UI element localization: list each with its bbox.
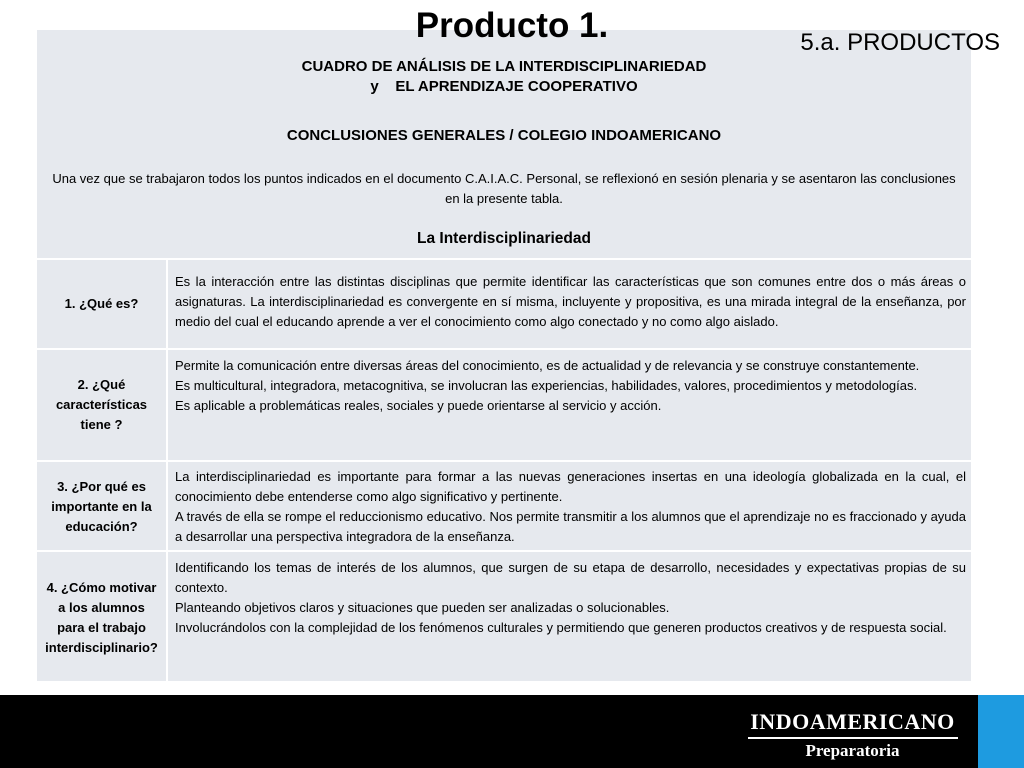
answer-paragraph: Es multicultural, integradora, metacognitiva, se involucran las experiencias, habilidades, valores, procedimientos y metodologías. (175, 378, 918, 393)
table-row (37, 258, 971, 348)
table-row (37, 550, 971, 683)
slide-title: Producto 1. (415, 6, 609, 45)
table-row (37, 348, 971, 460)
answer-cell (175, 462, 966, 547)
footer-accent (978, 695, 1024, 768)
logo-divider (748, 737, 958, 739)
question-cell: 2. ¿Qué características tiene ? (37, 350, 168, 460)
answer-cell (175, 260, 966, 332)
document-heading (37, 57, 971, 97)
conclusions-heading: CONCLUSIONES GENERALES / COLEGIO INDOAMERICANO (286, 127, 722, 144)
section-label: 5.a. PRODUCTOS (800, 29, 1000, 56)
table-row (37, 460, 971, 552)
question-cell: 4. ¿Cómo motivar a los alumnos para el trabajo interdisciplinario? (37, 552, 168, 683)
answer-paragraph: Planteando objetivos claros y situaciones que pueden ser analizadas o solucionables. (175, 600, 670, 615)
heading-line-1: CUADRO DE ANÁLISIS DE LA INTERDISCIPLINARIEDAD (301, 58, 707, 75)
answer-cell (175, 552, 966, 638)
answer-paragraph: Es aplicable a problemáticas reales, sociales y puede orientarse al servicio y acción. (175, 398, 662, 413)
answer-cell (175, 350, 966, 416)
logo-subtitle: Preparatoria (805, 741, 900, 760)
answer-paragraph: Involucrándolos con la complejidad de los fenómenos culturales y permitiendo que generen productos creativos y de respuesta social. (175, 620, 947, 635)
answer-paragraph: La interdisciplinariedad es importante para formar a las nuevas generaciones insertas en una ideología globalizada en la cual, el conocimiento debe entenderse como algo significativo y pertinente. (175, 469, 966, 504)
answer-paragraph: A través de ella se rompe el reduccionismo educativo. Nos permite transmitir a los alumnos que el aprendizaje no es fraccionado y ayuda a desarrollar una perspectiva integradora de la enseñanza. (175, 509, 966, 544)
content-panel (37, 30, 971, 681)
table-title: La Interdisciplinariedad (417, 230, 591, 247)
answer-paragraph: Permite la comunicación entre diversas áreas del conocimiento, es de actualidad y de relevancia y se construye constantemente. (175, 358, 920, 373)
document-header (37, 30, 971, 258)
question-cell: 3. ¿Por qué es importante en la educación? (37, 462, 168, 552)
answer-paragraph: Identificando los temas de interés de los alumnos, que surgen de su etapa de desarrollo, necesidades y expectativas propias de su contexto. (175, 560, 966, 595)
heading-line-2: y EL APRENDIZAJE COOPERATIVO (370, 78, 638, 95)
indoamericano-logo (745, 708, 960, 761)
intro-paragraph: Una vez que se trabajaron todos los puntos indicados en el documento C.A.I.A.C. Personal, se reflexionó en sesión plenaria y se asentaron las conclusiones en la presente tabla. (52, 171, 956, 206)
question-cell: 1. ¿Qué es? (37, 260, 168, 348)
logo-brand: INDOAMERICANO (750, 709, 955, 734)
answer-paragraph: Es la interacción entre las distintas disciplinas que permite identificar las características que son comunes entre dos o más áreas o asignaturas. La interdisciplinariedad es convergente en sí misma, incluyente y propositiva, es una mirada integral de la enseñanza, por medio del cual el educando aprende a ver el conocimiento como algo conectado y no como algo aislado. (175, 274, 966, 329)
